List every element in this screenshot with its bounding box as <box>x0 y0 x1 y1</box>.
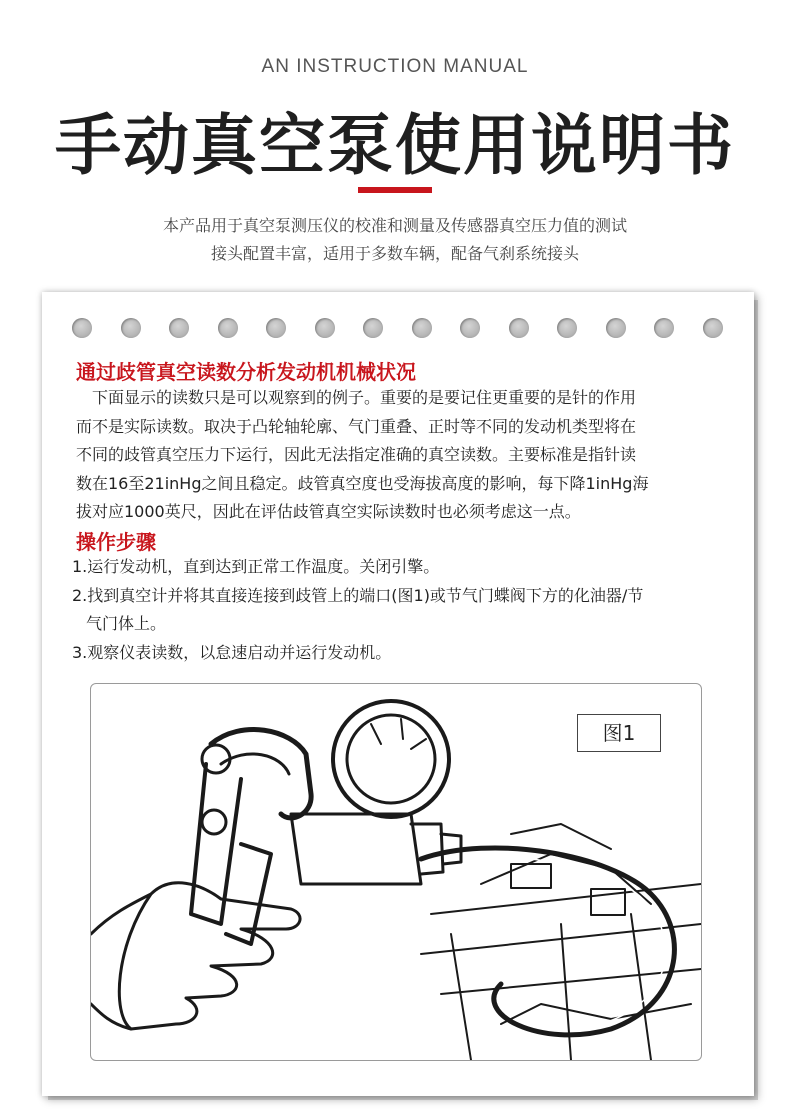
step-3: 3.观察仪表读数，以怠速启动并运行发动机。 <box>72 642 392 662</box>
binder-hole <box>266 318 286 338</box>
intro-text <box>0 212 790 268</box>
step-2-continued: 气门体上。 <box>86 614 167 633</box>
binder-hole <box>460 318 480 338</box>
binder-hole <box>412 318 432 338</box>
binder-hole <box>557 318 577 338</box>
binder-hole <box>218 318 238 338</box>
paragraph-line: 而不是实际读数。取决于凸轮轴轮廓、气门重叠、正时等不同的发动机类型将在 <box>76 416 637 436</box>
figure-box <box>90 683 702 1061</box>
title-divider <box>358 187 432 193</box>
binder-hole <box>315 318 335 338</box>
intro-line-2: 接头配置丰富，适用于多数车辆，配备气刹系统接头 <box>210 244 579 263</box>
section-title-steps: 操作步骤 <box>76 530 156 554</box>
subtitle-en: AN INSTRUCTION MANUAL <box>261 56 529 77</box>
binder-hole <box>606 318 626 338</box>
page-title: 手动真空泵使用说明书 <box>55 107 735 184</box>
paragraph-line: 下面显示的读数只是可以观察到的例子。重要的是要记住更重要的是针的作用 <box>76 388 637 407</box>
binder-hole <box>72 318 92 338</box>
binder-hole <box>654 318 674 338</box>
paragraph-line: 不同的歧管真空压力下运行，因此无法指定准确的真空读数。主要标准是指针读 <box>76 445 637 464</box>
section-title-analysis: 通过歧管真空读数分析发动机机械状况 <box>76 360 416 384</box>
binder-hole <box>169 318 189 338</box>
figure-label: 图1 <box>577 714 661 752</box>
paragraph-line: 数在16至21inHg之间且稳定。歧管真空度也受海拔高度的影响，每下降1inHg海 <box>76 473 649 493</box>
intro-line-1: 本产品用于真空泵测压仪的校准和测量及传感器真空压力值的测试 <box>162 216 627 235</box>
binder-hole <box>509 318 529 338</box>
binder-hole <box>363 318 383 338</box>
binder-hole <box>703 318 723 338</box>
step-1: 1.运行发动机，直到达到正常工作温度。关闭引擎。 <box>72 557 440 576</box>
paragraph-line: 拔对应1000英尺，因此在评估歧管真空实际读数时也必须考虑这一点。 <box>76 502 581 521</box>
binder-holes <box>72 318 732 340</box>
step-2: 2.找到真空计并将其直接连接到歧管上的端口(图1)或节气门蝶阀下方的化油器/节 <box>72 585 644 605</box>
analysis-paragraph <box>76 384 736 527</box>
binder-hole <box>121 318 141 338</box>
steps-list <box>72 553 732 667</box>
